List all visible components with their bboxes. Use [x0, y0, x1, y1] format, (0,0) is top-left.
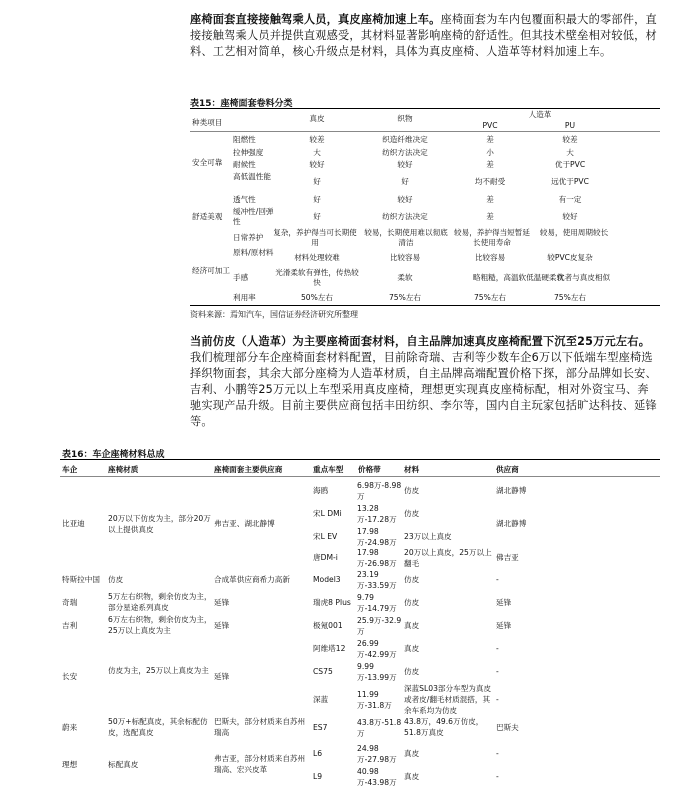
row-pvc: 均不耐受 [474, 177, 506, 186]
row-fabric: 好 [401, 177, 409, 186]
row-pvc: 较易，养护得当短暂延长使用寿命 [454, 228, 530, 247]
model-cell: L6 [313, 749, 323, 758]
row-item: 拉伸强度 [233, 148, 264, 157]
row-item: 手感 [233, 273, 249, 282]
table16-header: 价格带 [358, 465, 381, 474]
seat-material-cell: 20万以下仿皮为主，部分20万以上提供真皮 [108, 514, 211, 534]
supplier-cell: - [496, 749, 499, 758]
row-leather: 50%左右 [300, 293, 334, 302]
main-supplier-cell: 弗吉亚、湖北静博 [214, 519, 275, 528]
row-leather: 较差 [309, 135, 325, 144]
analysis-paragraph [190, 334, 660, 430]
row-item: 原料/原材料 [233, 248, 274, 257]
price-cell: 23.19万-33.59万 [357, 570, 397, 590]
table16-header: 座椅材质 [108, 465, 139, 474]
main-supplier-cell: 延锋 [214, 598, 230, 607]
model-cell: 宋L DMi [313, 509, 342, 518]
row-item: 利用率 [233, 293, 256, 302]
row-fabric: 纺织方法决定 [382, 148, 428, 157]
model-cell: 阿维塔12 [313, 644, 346, 653]
company-cell: 吉利 [62, 621, 78, 630]
material-cell: 43.8万，49.6万仿皮，51.8万真皮 [404, 717, 484, 737]
model-cell: 极氪001 [313, 621, 343, 630]
supplier-cell: 湖北静博 [496, 519, 527, 528]
row-fabric: 柔软 [397, 273, 413, 282]
row-pu: 较好 [562, 212, 578, 221]
company-cell: 理想 [62, 760, 78, 769]
supplier-cell: - [496, 644, 499, 653]
row-pvc: 小 [486, 148, 494, 157]
supplier-cell: - [496, 667, 499, 676]
supplier-cell: 延锋 [496, 621, 512, 630]
row-pvc: 差 [486, 160, 494, 169]
price-cell: 9.99万-13.99万 [357, 662, 397, 682]
price-cell: 13.28万-17.28万 [357, 504, 397, 524]
model-cell: 瑞虎8 Plus [313, 598, 351, 607]
model-cell: 宋L EV [313, 532, 338, 541]
company-cell: 特斯拉中国 [62, 575, 100, 584]
price-cell: 26.99万-42.99万 [357, 639, 397, 659]
table16-top-rule [60, 459, 660, 460]
table15-caption: 表15：座椅面套卷料分类 [190, 99, 293, 109]
table15-header-fabric: 织物 [397, 114, 413, 123]
material-cell: 仿皮 [404, 667, 420, 676]
row-pu: 较差 [562, 135, 578, 144]
material-cell: 真皮 [404, 621, 420, 630]
company-cell: 长安 [62, 672, 78, 681]
analysis-bold: 当前仿皮（人造革）为主要座椅面套材料，自主品牌加速真皮座椅配置下沉至25万元左右。 [190, 335, 651, 348]
row-fabric: 比较容易 [389, 253, 421, 262]
model-cell: Model3 [313, 575, 341, 584]
row-leather: 光滑柔软有弹性，传热较快 [275, 268, 359, 287]
row-pu: 大 [566, 148, 574, 157]
table15-header-pu: PU [564, 121, 576, 130]
row-leather: 好 [313, 212, 321, 221]
row-pu: 优于PVC [554, 160, 586, 169]
row-pvc: 比较容易 [474, 253, 506, 262]
price-cell: 17.98万-26.98万 [357, 548, 397, 568]
price-cell: 43.8万-51.8万 [357, 718, 402, 738]
table15-group: 安全可靠 [192, 158, 223, 167]
price-cell: 25.9万-32.9万 [357, 616, 402, 636]
seat-material-cell: 仿皮 [108, 575, 124, 584]
company-cell: 蔚来 [62, 723, 78, 732]
row-item: 高低温性能 [233, 172, 271, 181]
material-cell: 23万以上真皮 [404, 532, 452, 541]
intro-paragraph [190, 12, 660, 60]
table15-group: 经济可加工 [192, 266, 230, 275]
row-pvc: 差 [486, 195, 494, 204]
seat-material-cell: 5万左右织物，剩余仿皮为主，部分星途系列真皮 [108, 592, 212, 612]
row-pu: 较易，使用周期较长 [539, 228, 609, 237]
row-item: 阻燃性 [233, 135, 256, 144]
seat-material-cell: 6万左右织物，剩余仿皮为主，25万以上真皮为主 [108, 615, 212, 635]
supplier-cell: - [496, 695, 499, 704]
material-cell: 深蓝SL03部分车型为真皮或者皮/翻毛材质混搭，其余车系均为仿皮 [404, 684, 492, 715]
model-cell: 唐DM-i [313, 553, 338, 562]
row-leather: 较好 [309, 160, 325, 169]
company-cell: 奇瑞 [62, 598, 78, 607]
row-pvc: 差 [486, 135, 494, 144]
table15-header-rule [190, 131, 660, 132]
table16-header: 材料 [404, 465, 420, 474]
row-pvc: 75%左右 [473, 293, 507, 302]
row-pvc: 差 [486, 212, 494, 221]
price-cell: 9.79万-14.79万 [357, 593, 397, 613]
row-item: 透气性 [233, 195, 256, 204]
table15-header-kind: 种类项目 [192, 118, 223, 127]
row-leather: 好 [313, 195, 321, 204]
table15-header-artificial: 人造革 [528, 110, 552, 119]
row-fabric: 75%左右 [388, 293, 422, 302]
main-supplier-cell: 弗吉亚，部分材质来自苏州瑞高、宏兴皮革 [214, 754, 306, 774]
table15-source: 资料来源：焉知汽车，国信证券经济研究所整理 [190, 310, 358, 319]
row-item: 日常养护 [233, 233, 264, 242]
main-supplier-cell: 延锋 [214, 621, 230, 630]
row-fabric: 较好 [397, 160, 413, 169]
intro-bold: 座椅面套直接接触驾乘人员，真皮座椅加速上车。 [190, 13, 441, 26]
material-cell: 仿皮 [404, 509, 420, 518]
model-cell: 深蓝 [313, 695, 329, 704]
table16-caption: 表16：车企座椅材料总成 [62, 450, 165, 460]
supplier-cell: - [496, 575, 499, 584]
table16-header: 车企 [62, 465, 78, 474]
row-fabric: 织造纤维决定 [382, 135, 428, 144]
table15-bottom-rule [190, 305, 660, 306]
seat-material-cell: 仿皮为主，25万以上真皮为主 [108, 666, 209, 675]
row-fabric: 较易，长期使用难以彻底清洁 [364, 228, 448, 247]
row-pu: 较PVC皮复杂 [547, 253, 593, 262]
table15-header-pvc: PVC [482, 121, 498, 130]
material-cell: 真皮 [404, 749, 420, 758]
row-leather: 大 [313, 148, 321, 157]
table16-header: 座椅面套主要供应商 [214, 465, 283, 474]
intro-text: 座椅面套为车内包覆面积最大的零部件，直接接触驾乘人员并提供直观感受，其材料显著影响座椅的舒适性。但其技术壁垒相对较低，材料、工艺相对简单，核心升级点是材料，具体为真皮座椅、人造革等材料加速上车。 [190, 13, 657, 58]
model-cell: CS75 [313, 667, 333, 676]
table16-header-rule [60, 476, 660, 477]
model-cell: ES7 [313, 723, 328, 732]
row-pu: 有一定 [558, 195, 582, 204]
main-supplier-cell: 巴斯夫，部分材质来自苏州瑞高 [214, 717, 306, 737]
table15-group: 舒适美观 [192, 212, 223, 221]
table16-header: 供应商 [496, 465, 519, 474]
row-pu: 75%左右 [553, 293, 587, 302]
price-cell: 17.98万-24.98万 [357, 527, 397, 547]
model-cell: 海鸥 [313, 486, 329, 495]
row-item: 缓冲性/回弹性 [233, 207, 274, 226]
material-cell: 仿皮 [404, 575, 420, 584]
row-pu: 远优于PVC [551, 177, 589, 186]
company-cell: 比亚迪 [62, 519, 85, 528]
table15-header-leather: 真皮 [309, 114, 325, 123]
main-supplier-cell: 延锋 [214, 672, 230, 681]
analysis-text: 我们梳理部分车企座椅面套材料配置，目前除奇瑞、吉利等少数车企6万以下低端车型座椅选择织物面套，其余大部分座椅为人造革材质，自主品牌高端配置价格下探，部分品牌如长安、吉利、小鹏等25万元以上车型采用真皮座椅，理想更实现真皮座椅标配，相对外资宝马、奔驰实现产品升级。目前主要供应商包括丰田纺织、李尔等，国内自主玩家包括旷达科技、延锋等。 [190, 351, 657, 428]
supplier-cell: 佛吉亚 [496, 553, 519, 562]
row-leather: 复杂，养护得当可长期使用 [273, 228, 357, 247]
row-fabric: 较好 [397, 195, 413, 204]
price-cell: 40.98万-43.98万 [357, 767, 397, 787]
price-cell: 11.99万-31.8万 [357, 690, 392, 710]
main-supplier-cell: 合成革供应商希力高新 [214, 575, 290, 584]
row-item: 耐候性 [233, 160, 256, 169]
supplier-cell: 巴斯夫 [496, 723, 519, 732]
seat-material-cell: 50万+标配真皮，其余标配仿皮，选配真皮 [108, 717, 208, 737]
table16-header: 重点车型 [313, 465, 344, 474]
material-cell: 仿皮 [404, 486, 420, 495]
supplier-cell: 湖北静博 [496, 486, 527, 495]
row-leather: 材料处理较难 [294, 253, 340, 262]
table15-top-rule [190, 108, 660, 109]
row-fabric: 纺织方法决定 [382, 212, 428, 221]
model-cell: L9 [313, 772, 323, 781]
material-cell: 仿皮 [404, 598, 420, 607]
price-cell: 6.98万-8.98万 [357, 481, 402, 501]
row-leather: 好 [313, 177, 321, 186]
material-cell: 20万以上真皮，25万以上翻毛 [404, 548, 492, 568]
material-cell: 真皮 [404, 644, 420, 653]
row-pvc: 略粗糙，高温软低温硬柔软 [473, 273, 565, 282]
seat-material-cell: 标配真皮 [108, 760, 139, 769]
price-cell: 24.98万-27.98万 [357, 744, 397, 764]
material-cell: 真皮 [404, 772, 420, 781]
supplier-cell: - [496, 772, 499, 781]
row-pu: 优者与真皮相似 [557, 273, 611, 282]
supplier-cell: 延锋 [496, 598, 512, 607]
